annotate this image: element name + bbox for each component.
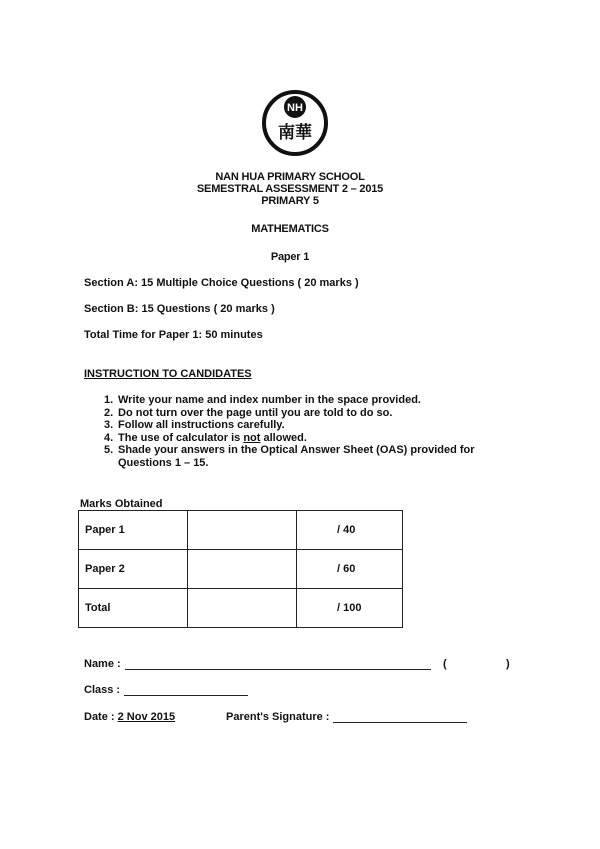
total-time-info: Total Time for Paper 1: 50 minutes [84,329,263,341]
total-cell: / 60 [297,550,403,589]
signature-field[interactable] [333,711,467,723]
class-row [84,684,248,696]
index-close-paren: ) [506,658,510,670]
logo-initials: NH [287,102,303,114]
index-open-paren: ( [443,658,447,670]
marks-table [78,510,403,628]
instruction-item: 4. The use of calculator is not allowed. [104,431,307,444]
row-label: Total [79,589,188,628]
assessment-title: SEMESTRAL ASSESSMENT 2 – 2015 [196,183,384,195]
marks-heading: Marks Obtained [80,498,163,510]
instructions-list [104,394,524,469]
instruction-item: 3. Follow all instructions carefully. [104,419,285,431]
instruction-item: 5. Shade your answers in the Optical Answer Sheet (OAS) provided for Questions 1 – 15. [104,444,475,469]
score-cell[interactable] [188,511,297,550]
school-logo [260,88,330,158]
instructions-heading: INSTRUCTION TO CANDIDATES [84,368,252,380]
date-row [84,711,175,723]
instruction-item: 2. Do not turn over the page until you are told to do so. [104,406,393,419]
total-cell: / 40 [297,511,403,550]
table-row [79,589,403,628]
name-label: Name : [84,658,121,670]
date-value: 2 Nov 2015 [117,711,176,723]
class-field[interactable] [124,684,248,696]
signature-row [226,711,467,723]
instruction-item: 1. Write your name and index number in the space provided. [104,394,421,406]
level-title: PRIMARY 5 [261,195,319,207]
class-label: Class : [84,684,121,696]
score-cell[interactable] [188,589,297,628]
table-row [79,511,403,550]
table-row [79,550,403,589]
school-name: NAN HUA PRIMARY SCHOOL [215,171,365,183]
name-field[interactable] [125,658,431,670]
logo-chinese-name: 南華 [278,123,312,143]
score-cell[interactable] [188,550,297,589]
section-b-info: Section B: 15 Questions ( 20 marks ) [84,303,275,315]
subject-title: MATHEMATICS [251,223,329,235]
date-label: Date : [84,711,118,723]
section-a-info: Section A: 15 Multiple Choice Questions ( 20 marks ) [84,277,359,289]
emphasis-not: not [243,431,261,444]
row-label: Paper 1 [79,511,188,550]
name-row [84,658,431,670]
signature-label: Parent's Signature : [226,711,330,723]
paper-title: Paper 1 [270,251,310,263]
total-cell: / 100 [297,589,403,628]
row-label: Paper 2 [79,550,188,589]
